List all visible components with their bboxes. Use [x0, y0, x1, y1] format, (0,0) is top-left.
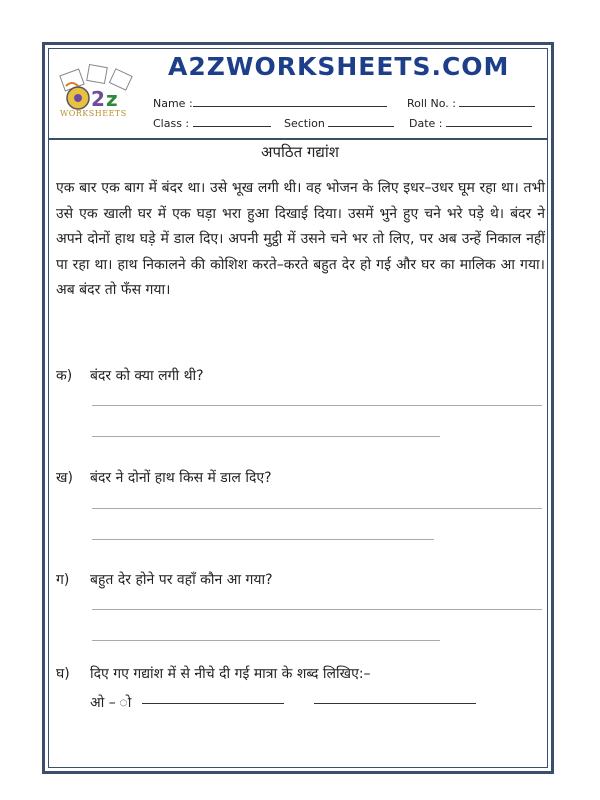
passage-text: एक बार एक बाग में बंदर था। उसे भूख लगी थी। वह भोजन के लिए इधर–उधर घूम रहा था। तभी उसे एक खाली घर में एक घड़ा भरा हुआ दिखाई दिया। उसमें भुने हुए चने भरे पड़े थे। बंदर ने अपने दोनों हाथ घड़े में डाल दिए। अपनी मुट्ठी में उसने चने भर तो लिए, पर अब उन्हें निकाल नहीं पा रहा था। हाथ निकालने की कोशिश करते–करते बहुत देर हो गई और घर का मालिक आ गया। अब बंदर तो फँस गया। — [56, 180, 545, 298]
name-field — [153, 97, 387, 110]
date-field — [409, 117, 532, 130]
matra-blank-1 — [142, 703, 284, 704]
section-label: Section — [284, 117, 325, 130]
class-label: Class : — [153, 117, 190, 130]
svg-text:2: 2 — [91, 87, 105, 111]
class-field — [153, 117, 271, 130]
section-field — [284, 117, 394, 130]
header-divider — [48, 138, 548, 140]
matra-blank-2 — [314, 703, 476, 704]
svg-text:z: z — [106, 87, 118, 111]
question-4-text: दिए गए गद्यांश में से नीचे दी गई मात्रा के शब्द लिखिए:– — [90, 666, 371, 682]
worksheet-title: अपठित गद्यांश — [261, 143, 339, 161]
class-blank — [193, 117, 271, 127]
matra-row — [90, 693, 476, 712]
site-title: A2ZWORKSHEETS.COM — [168, 52, 510, 81]
section-blank — [328, 117, 394, 127]
logo-caption: WORKSHEETS — [60, 109, 127, 118]
a2z-logo-icon — [58, 64, 140, 128]
roll-blank — [459, 97, 535, 107]
roll-field — [407, 97, 535, 110]
question-1-label: क) — [56, 368, 73, 384]
date-label: Date : — [409, 117, 443, 130]
matra-prompt: ओ – ो — [90, 695, 132, 711]
answer-line — [92, 609, 542, 610]
answer-line — [92, 405, 542, 406]
answer-line — [92, 508, 542, 509]
question-4-label: घ) — [56, 666, 70, 682]
question-1-text: बंदर को क्या लगी थी? — [90, 368, 204, 384]
question-2-text: बंदर ने दोनों हाथ किस में डाल दिए? — [90, 470, 272, 486]
answer-line — [92, 436, 440, 437]
date-blank — [446, 117, 532, 127]
question-2-label: ख) — [56, 470, 73, 486]
answer-line — [92, 539, 434, 540]
roll-label: Roll No. : — [407, 97, 456, 110]
question-3-text: बहुत देर होने पर वहाँ कौन आ गया? — [90, 572, 273, 588]
name-label: Name : — [153, 97, 193, 110]
name-blank — [193, 97, 387, 107]
question-3-label: ग) — [56, 572, 70, 588]
answer-line — [92, 640, 440, 641]
